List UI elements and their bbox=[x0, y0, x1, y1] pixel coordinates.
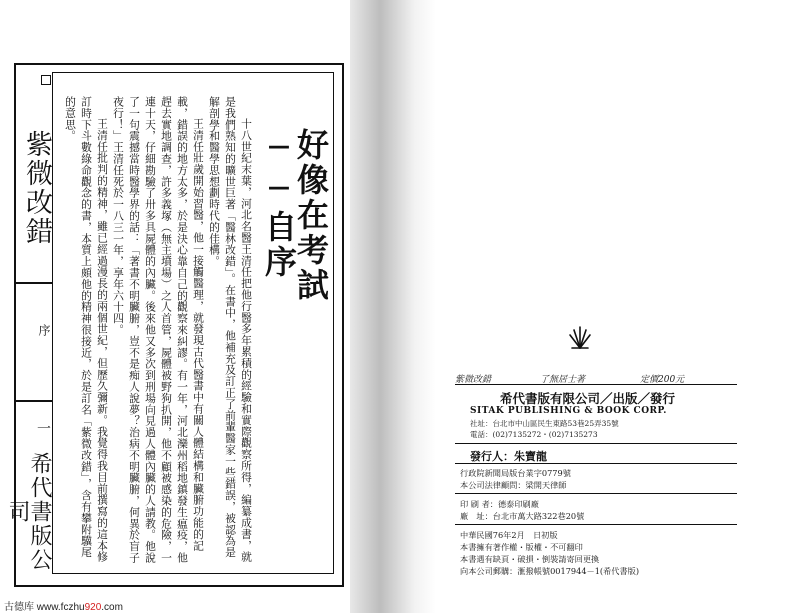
watermark-suffix: .com bbox=[101, 602, 123, 613]
preface-paragraph: 王清任批判的精神，雖已經過漫長的兩個世紀，但歷久彌新。我覺得我目前撰寫的這本修訂時下斗數綠命觀念的書，本質上頗他的精神很接近，於是訂名「紫微改錯」，含有攀附驥尾的意思。 bbox=[64, 96, 109, 563]
colophon-registration: 行政院新聞局版台業字0779號 bbox=[460, 468, 571, 478]
watermark-number: 920 bbox=[84, 602, 102, 613]
handwritten-price: 定價200元 bbox=[640, 375, 685, 385]
colophon-issuer: 發行人：朱寶龍 bbox=[470, 450, 547, 463]
margin-page-number: 一 bbox=[35, 421, 51, 435]
margin-publisher: 希代書版公司 bbox=[5, 452, 52, 572]
watermark-prefix: 古德库 www.fczhu bbox=[4, 602, 85, 613]
colophon-phone: 電話：(02)7135272・(02)7135273 bbox=[470, 430, 598, 439]
publisher-logo-icon bbox=[566, 322, 594, 350]
book-gutter bbox=[350, 0, 436, 613]
colophon-printer: 印 刷 者：德泰印刷廠 bbox=[460, 499, 539, 509]
colophon-rights: 本書擁有著作權・版權・不可翻印 bbox=[460, 542, 583, 552]
colophon-company-en: SITAK PUBLISHING & BOOK CORP. bbox=[470, 406, 667, 416]
preface-title: 好像在考試──自序 bbox=[260, 128, 330, 303]
colophon-legal: 本公司法律顧問：梁開天律師 bbox=[460, 480, 567, 490]
colophon-printer-address: 廠 址：台北市萬大路322巷20號 bbox=[460, 511, 585, 521]
margin-marker-box bbox=[41, 75, 51, 85]
preface-paragraph: 十八世紀末葉，河北名醫王清任把他行醫多年累積的經驗和實際觀察所得，編纂成書，就是我們熟知的曠世巨著「醫林改錯」。在書中，他補充及訂正了前輩醫家一些錯誤，被認為是解剖學和醫學思想劃時代的佳構。 bbox=[208, 96, 253, 563]
margin-section-label: 序 bbox=[37, 324, 51, 336]
handwritten-book-title: 紫微改錯 bbox=[455, 375, 492, 385]
colophon-rule bbox=[455, 524, 737, 525]
colophon-company: 希代書版有限公司／出版／發行 bbox=[500, 391, 676, 406]
site-watermark bbox=[4, 598, 123, 613]
preface-body bbox=[64, 96, 254, 566]
colophon-rule bbox=[455, 443, 737, 444]
preface-paragraph: 王清任壯歲開始習醫，他一接觸醫理，就發現古代醫書中有關人體結構和臟腑功能的記載，錯誤的地方太多，於是決心靠自己的觀察來糾謬。有一年，河北灤州稻地鎮發生瘟疫，他趕去實地調查，許多義塚（無主墳場）之人首管，屍體被野狗扒開，他不顧被感染的危險，一連十天，仔細勘驗了卅多具屍體的內臟。後來他又多次到刑場向見過人體內臟的人請教。他說了一句震撼當時醫學界的話：「著書不明臟腑，豈不是痴人說夢？治病不明臟腑，何異於盲子夜行！」王清任死於一八三一年，享年六十四。 bbox=[112, 96, 205, 564]
colophon-rule bbox=[455, 493, 737, 494]
margin-divider bbox=[14, 282, 52, 284]
colophon-postal: 向本公司郵購：滙撥帳號0017944－1(希代書版) bbox=[460, 566, 640, 576]
handwritten-author: 了無居士著 bbox=[540, 375, 586, 385]
colophon-rule bbox=[455, 384, 737, 385]
colophon-defect: 本書遇有缺頁・破損・倒裝請寄回更換 bbox=[460, 554, 600, 564]
margin-divider bbox=[14, 400, 52, 402]
colophon-address: 社址：台北市中山區民生東路53巷25弄35號 bbox=[470, 419, 619, 428]
colophon-rule bbox=[455, 463, 737, 464]
colophon-edition: 中華民國76年2月 日初版 bbox=[460, 530, 558, 540]
margin-book-title: 紫微改錯 bbox=[21, 129, 52, 246]
